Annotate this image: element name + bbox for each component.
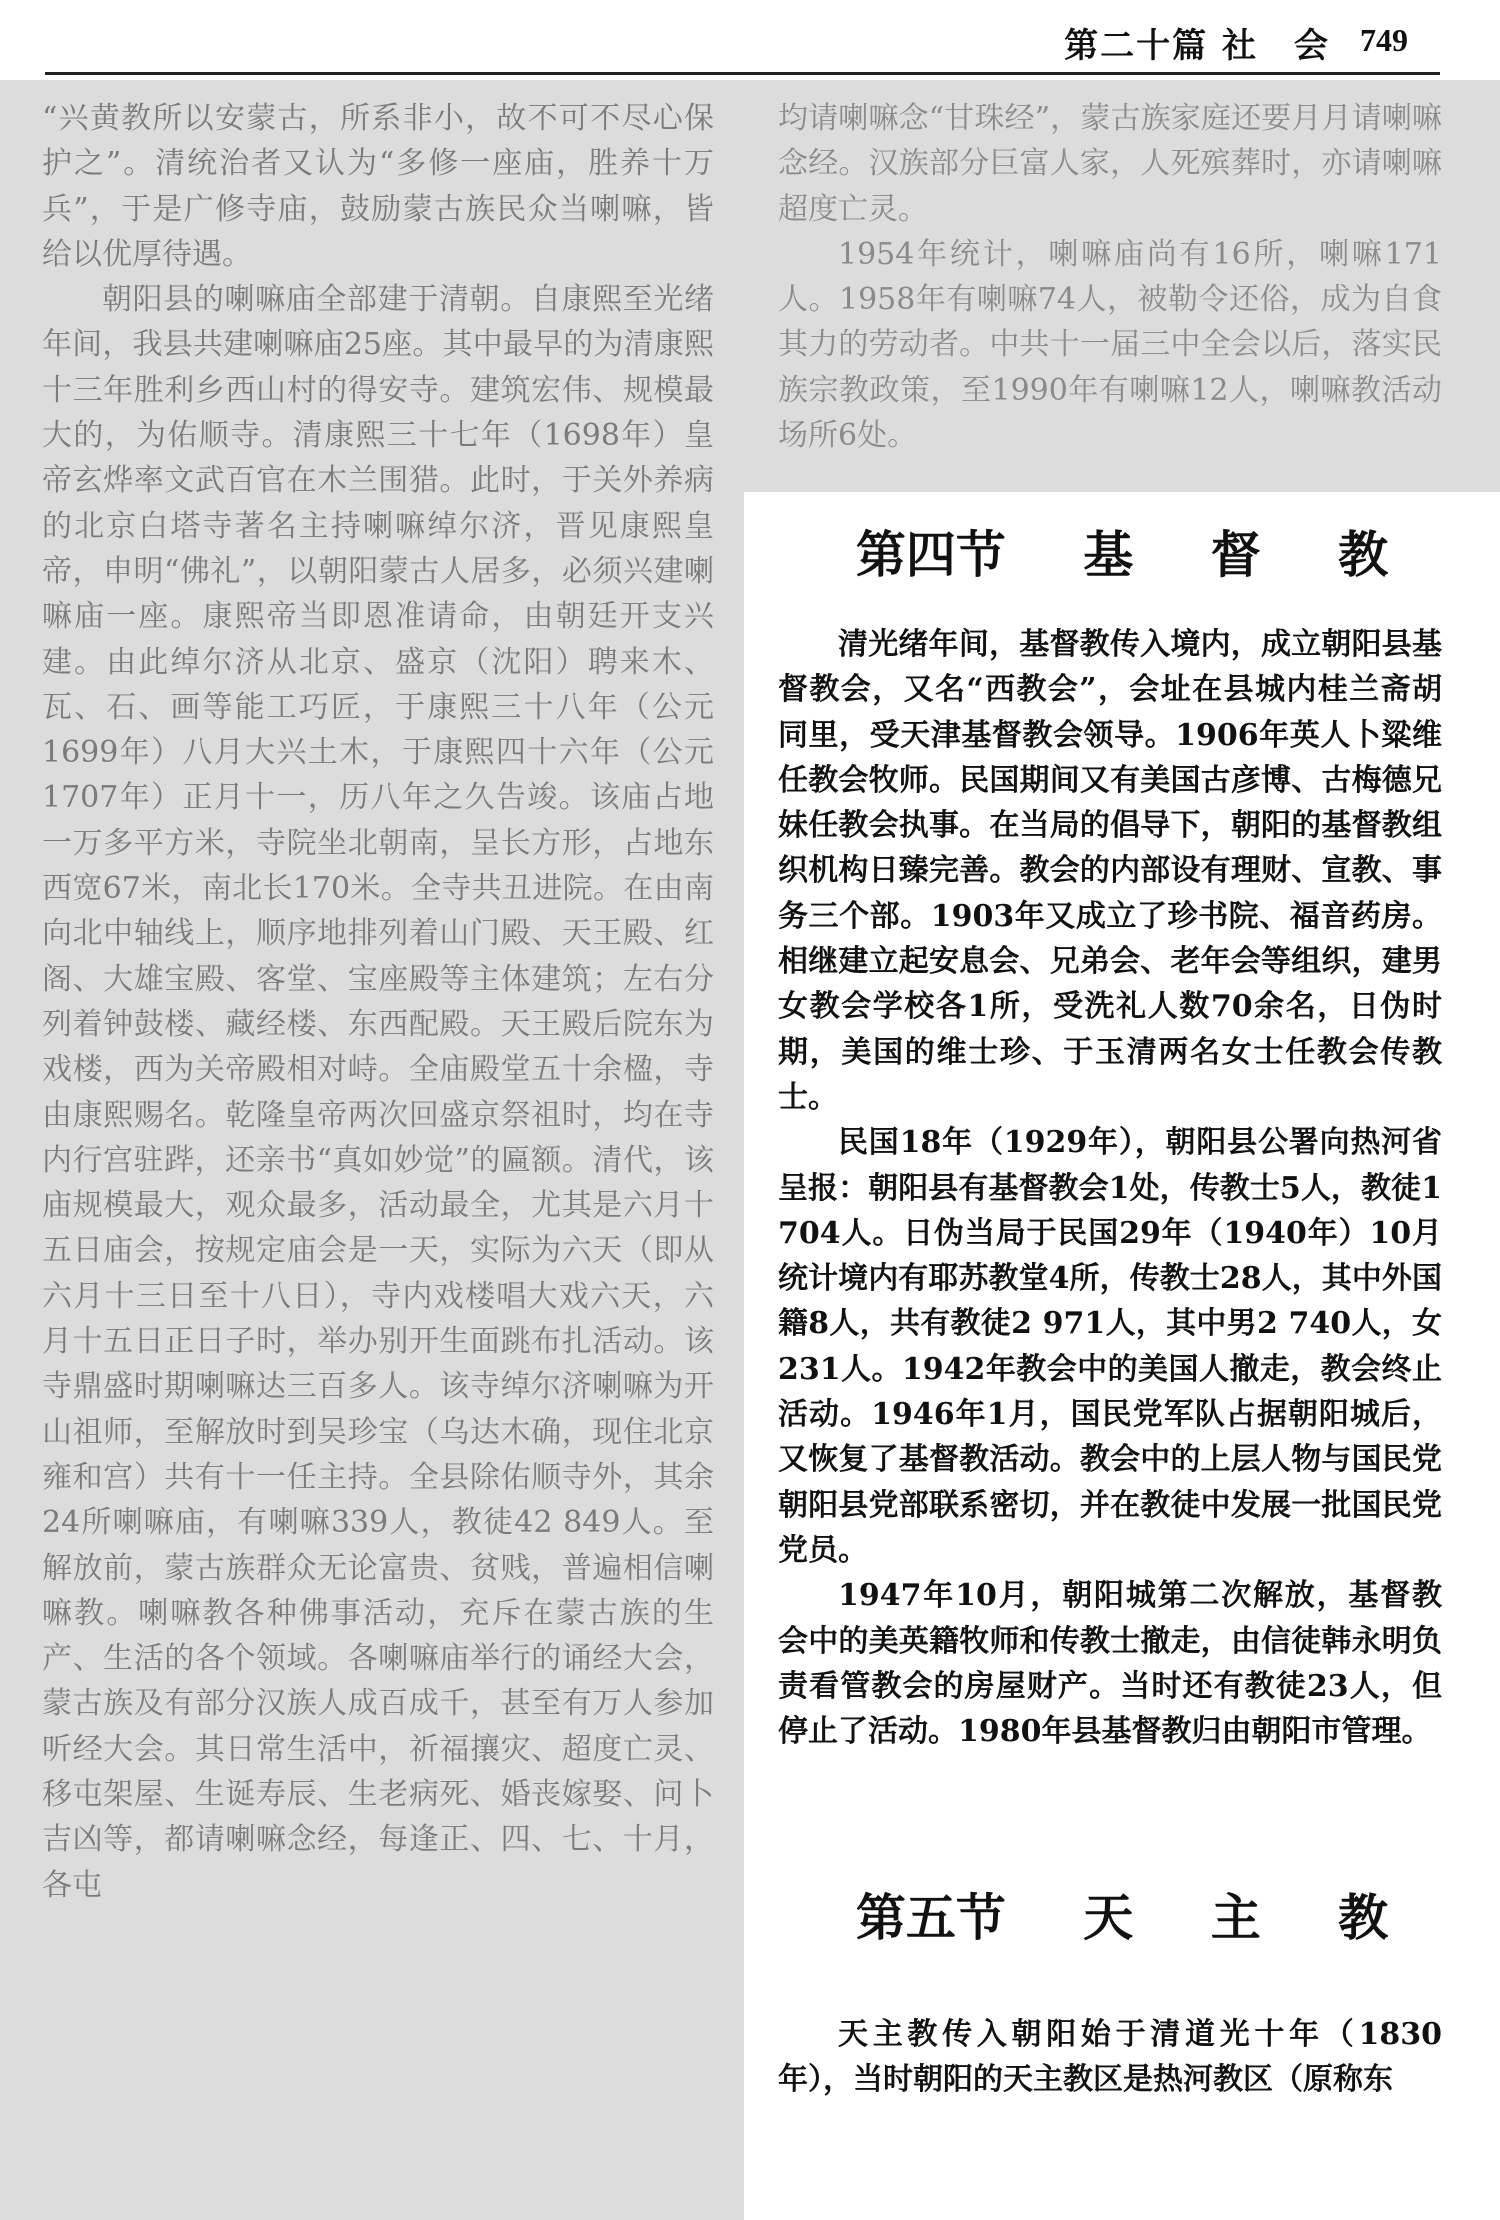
right-top-paragraph-2: 1954年统计，喇嘛庙尚有16所，喇嘛171人。1958年有喇嘛74人，被勒令还俗，成为自食其力的劳动者。中共十一届三中全会以后，落实民族宗教政策，至1990年有喇嘛12人，喇嘛教活动场所6处。 [778,236,1442,454]
section-4-char-1: 基 [1083,526,1134,584]
section-5-body [778,2012,1442,2103]
right-top-paragraph-1: 均请喇嘛念“甘珠经”，蒙古族家庭还要月月请喇嘛念经。汉族部分巨富人家，人死殡葬时，亦请喇嘛超度亡灵。 [778,101,1442,227]
section-4-heading [744,515,1500,587]
section-4-paragraph-3: 1947年10月，朝阳城第二次解放，基督教会中的美英籍牧师和传教士撤走，由信徒韩永明负责看管教会的房屋财产。当时还有教徒23人，但停止了活动。1980年县基督教归由朝阳市管理。 [778,1578,1442,1750]
section-4-number: 第四节 [855,526,1006,584]
header-rule [45,72,1440,75]
section-5-char-1: 天 [1083,1889,1134,1947]
left-paragraph-2: 朝阳县的喇嘛庙全部建于清朝。自康熙至光绪年间，我县共建喇嘛庙25座。其中最早的为清康熙十三年胜利乡西山村的得安寺。建筑宏伟、规模最大的，为佑顺寺。清康熙三十七年（1698年）皇帝玄烨率文武百官在木兰围猎。此时，于关外养病的北京白塔寺著名主持喇嘛绰尔济，晋见康熙皇帝，申明“佛礼”，以朝阳蒙古人居多，必须兴建喇嘛庙一座。康熙帝当即恩准请命，由朝廷开支兴建。由此绰尔济从北京、盛京（沈阳）聘来木、瓦、石、画等能工巧匠，于康熙三十八年（公元1699年）八月大兴土木，于康熙四十六年（公元1707年）正月十一，历八年之久告竣。该庙占地一万多平方米，寺院坐北朝南，呈长方形，占地东西宽67米，南北长170米。全寺共丑进院。在由南向北中轴线上，顺序地排列着山门殿、天王殿、红阁、大雄宝殿、客堂、宝座殿等主体建筑；左右分列着钟鼓楼、藏经楼、东西配殿。天王殿后院东为戏楼，西为关帝殿相对峙。全庙殿堂五十余楹，寺由康熙赐名。乾隆皇帝两次回盛京祭祖时，均在寺内行宫驻跸，还亲书“真如妙觉”的匾额。清代，该庙规模最大，观众最多，活动最全，尤其是六月十五日庙会，按规定庙会是一天，实际为六天（即从六月十三日至十八日），寺内戏楼唱大戏六天，六月十五日正日子时，举办别开生面跳布扎活动。该寺鼎盛时期喇嘛达三百多人。该寺绰尔济喇嘛为开山祖师，至解放时到吴珍宝（乌达木确，现住北京雍和宫）共有十一任主持。全县除佑顺寺外，其余24所喇嘛庙，有喇嘛339人，教徒42 849人。至解放前，蒙古族群众无论富贵、贫贱，普遍相信喇嘛教。喇嘛教各种佛事活动，充斥在蒙古族的生产、生活的各个领域。各喇嘛庙举行的诵经大会，蒙古族及有部分汉族人成百成千，甚至有万人参加听经大会。其日常生活中，祈福攘灾、超度亡灵、移屯架屋、生诞寿辰、生老病死、婚丧嫁娶、问卜吉凶等，都请喇嘛念经，每逢正、四、七、十月，各屯 [42,282,714,1903]
page-header [0,0,1500,78]
right-top-column [778,96,1442,458]
section-4-body [778,622,1442,1754]
section-4-char-3: 教 [1338,526,1389,584]
running-title: 第二十篇 社 会 [1064,26,1330,66]
left-paragraph-1: “兴黄教所以安蒙古，所系非小，故不可不尽心保护之”。清统治者又认为“多修一座庙，胜养十万兵”，于是广修寺庙，鼓励蒙古族民众当喇嘛，皆给以优厚待遇。 [42,101,714,272]
section-5-paragraph-1: 天主教传入朝阳始于清道光十年（1830年），当时朝阳的天主教区是热河教区（原称东 [778,2017,1442,2098]
section-4-paragraph-1: 清光绪年间，基督教传入境内，成立朝阳县基督教会，又名“西教会”，会址在县城内桂兰斋胡同里，受天津基督教会领导。1906年英人卜粱维任教会牧师。民国期间又有美国古彦博、古梅德兄妹任教会执事。在当局的倡导下，朝阳的基督教组织机构日臻完善。教会的内部设有理财、宣教、事务三个部。1903年又成立了珍书院、福音药房。相继建立起安息会、兄弟会、老年会等组织，建男女教会学校各1所，受洗礼人数70余名，日伪时期，美国的维士珍、于玉清两名女士任教会传教士。 [778,627,1442,1115]
section-4-char-2: 督 [1210,526,1261,584]
left-column [42,96,714,1908]
section-5-char-2: 主 [1210,1889,1261,1947]
section-5-number: 第五节 [855,1889,1006,1947]
section-4-paragraph-2: 民国18年（1929年），朝阳县公署向热河省呈报：朝阳县有基督教会1处，传教士5人，教徒1 704人。日伪当局于民国29年（1940年）10月统计境内有耶苏教堂4所，传教士28人，其中外国籍8人，共有教徒2 971人，其中男2 740人，女231人。1942年教会中的美国人撤走，教会终止活动。1946年1月，国民党军队占据朝阳城后，又恢复了基督教活动。教会中的上层人物与国民党朝阳县党部联系密切，并在教徒中发展一批国民党党员。 [778,1125,1442,1568]
section-5-char-3: 教 [1338,1889,1389,1947]
page-number: 749 [1360,22,1408,58]
section-5-heading [744,1878,1500,1950]
